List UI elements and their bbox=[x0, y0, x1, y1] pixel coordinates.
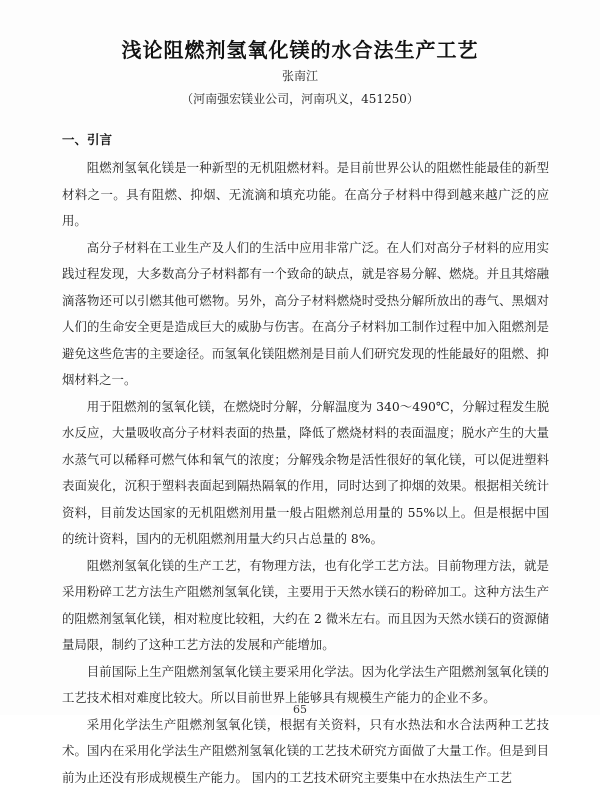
author-affiliation: （河南强宏镁业公司，河南巩义，451250） bbox=[0, 90, 600, 107]
paragraph: 用于阻燃剂的氢氧化镁，在燃烧时分解，分解温度为 340～490℃，分解过程发生脱水反应，大量吸收高分子材料表面的热量，降低了燃烧材料的表面温度；脱水产生的大量水蒸气可以稀释可燃气体和氧气的浓度；分解残余物是活性很好的氧化镁，可以促进塑料表面炭化，沉积于塑料表面起到隔热隔氧的作用，同时达到了抑烟的效果。根据相关统计资料，目前发达国家的无机阻燃剂用量一般占阻燃剂总用量的 55%以上。但是根据中国的统计资料，国内的无机阻燃剂用量大约只占总量的 8%。 bbox=[62, 394, 549, 553]
paragraph: 高分子材料在工业生产及人们的生活中应用非常广泛。在人们对高分子材料的应用实践过程发现，大多数高分子材料都有一个致命的缺点，就是容易分解、燃烧。并且其熔融滴落物还可以引燃其他可燃物。另外，高分子材料燃烧时受热分解所放出的毒气、黑烟对人们的生命安全更是造成巨大的威胁与伤害。在高分子材料加工制作过程中加入阻燃剂是避免这些危害的主要途径。而氢氧化镁阻燃剂是目前人们研究发现的性能最好的阻燃、抑烟材料之一。 bbox=[62, 235, 549, 394]
section-body bbox=[62, 155, 549, 791]
paragraph: 阻燃剂氢氧化镁是一种新型的无机阻燃材料。是目前世界公认的阻燃性能最佳的新型材料之一。具有阻燃、抑烟、无流滴和填充功能。在高分子材料中得到越来越广泛的应用。 bbox=[62, 155, 549, 235]
page-number: 65 bbox=[0, 703, 600, 716]
paragraph: 阻燃剂氢氧化镁的生产工艺，有物理方法，也有化学工艺方法。目前物理方法，就是采用粉碎工艺方法生产阻燃剂氢氧化镁，主要用于天然水镁石的粉碎加工。这种方法生产的阻燃剂氢氧化镁，相对粒度比较粗，大约在 2 微米左右。而且因为天然水镁石的资源储量局限，制约了这种工艺方法的发展和产能增加。 bbox=[62, 553, 549, 659]
paragraph: 采用化学法生产阻燃剂氢氧化镁，根据有关资料，只有水热法和水合法两种工艺技术。国内在采用化学法生产阻燃剂氢氧化镁的工艺技术研究方面做了大量工作。但是到目前为止还没有形成规模生产能力。 国内的工艺技术研究主要集中在水热法生产工艺 bbox=[62, 712, 549, 791]
section-heading-introduction: 一、引言 bbox=[62, 130, 112, 148]
author-name: 张南江 bbox=[0, 67, 600, 84]
paper-title: 浅论阻燃剂氢氧化镁的水合法生产工艺 bbox=[0, 34, 600, 63]
paragraph: 目前国际上生产阻燃剂氢氧化镁主要采用化学法。因为化学法生产阻燃剂氢氧化镁的工艺技术相对难度比较大。所以目前世界上能够具有规模生产能力的企业不多。 bbox=[62, 659, 549, 712]
